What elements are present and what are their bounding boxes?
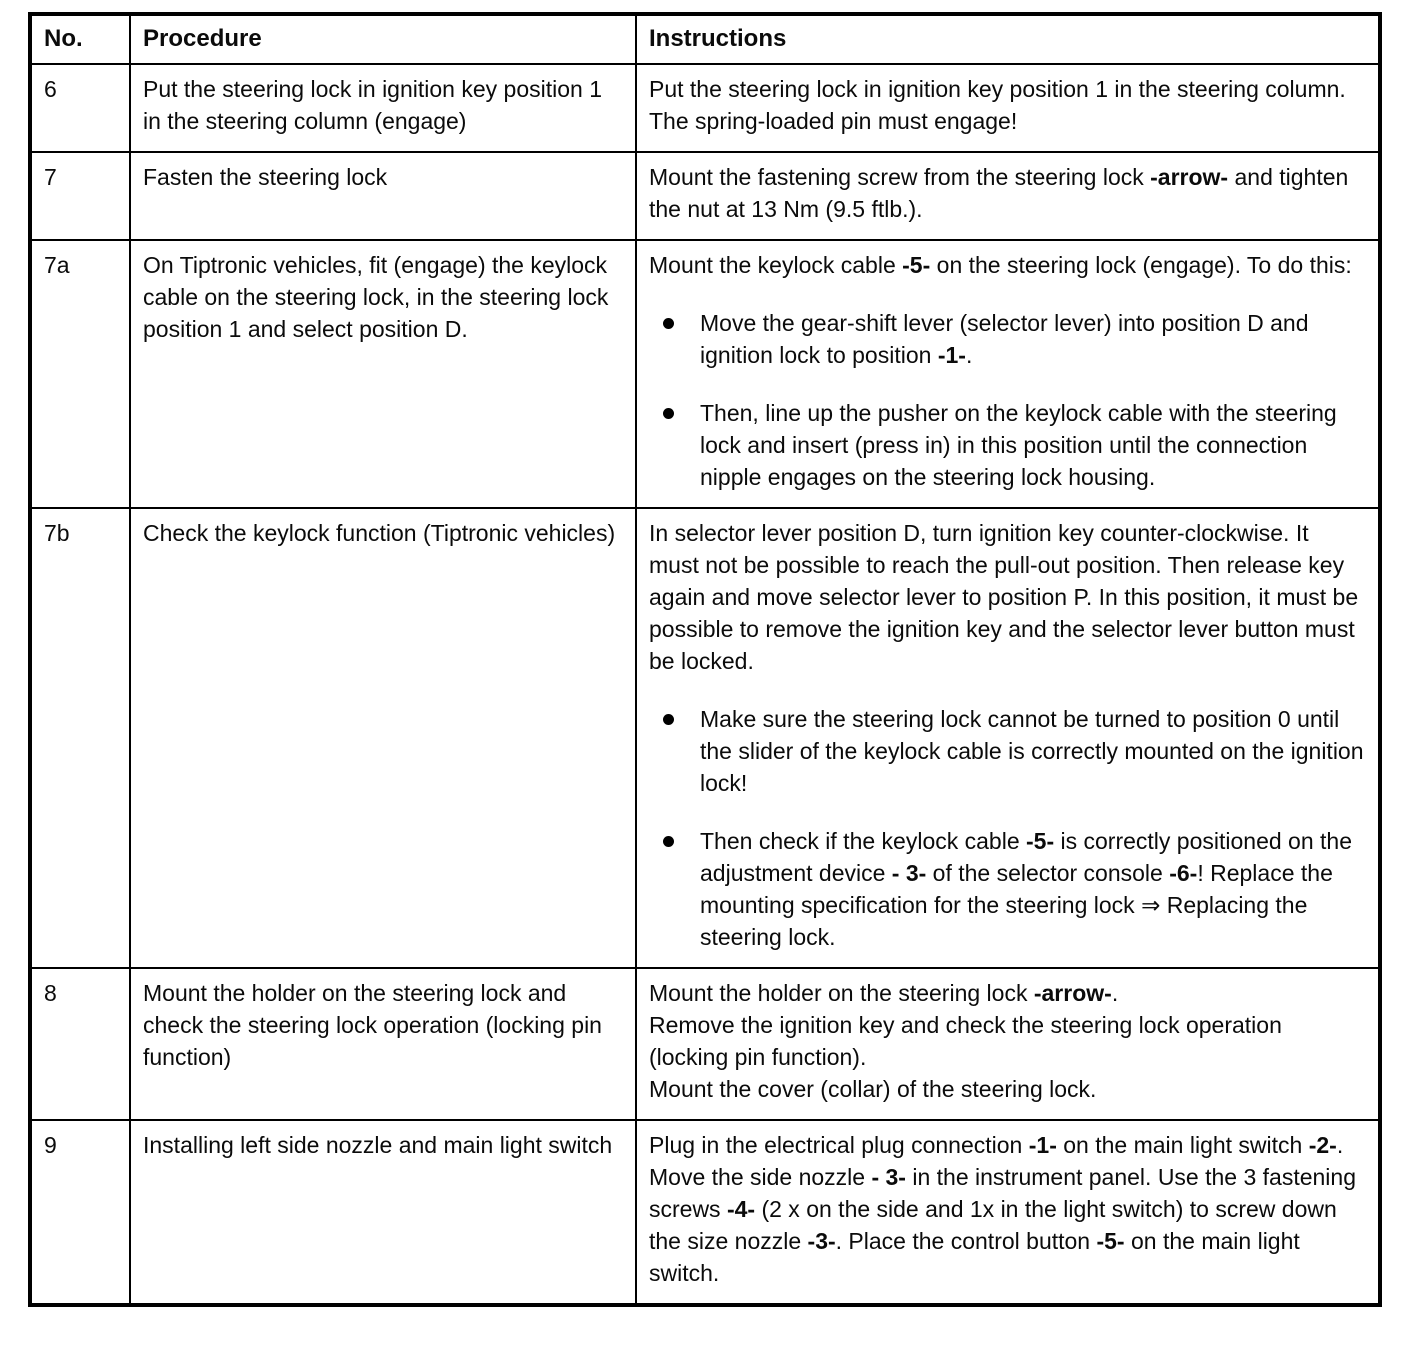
- cell-row-number: 8: [30, 968, 130, 1120]
- bullet-icon: [663, 836, 674, 847]
- cell-procedure: Check the keylock function (Tiptronic vehicles): [130, 508, 636, 968]
- table-row: [30, 1120, 1380, 1305]
- table-row: [30, 64, 1380, 152]
- cell-instructions: [636, 240, 1380, 508]
- cell-instructions: [636, 508, 1380, 968]
- table-row: [30, 508, 1380, 968]
- cell-row-number: 7: [30, 152, 130, 240]
- bullet-icon: [663, 318, 674, 329]
- table-row: [30, 152, 1380, 240]
- cell-row-number: 6: [30, 64, 130, 152]
- bullet-text: Then check if the keylock cable -5- is correctly positioned on the adjustment device - 3- of the selector console -6-! Replace the mounting specification for the steering lock ⇒ Replacing the steering lock.: [700, 828, 1353, 950]
- bullet-item: [649, 703, 1364, 799]
- bullet-icon: [663, 714, 674, 725]
- instruction-paragraph: Plug in the electrical plug connection -1- on the main light switch -2-.: [649, 1132, 1344, 1158]
- cell-procedure: On Tiptronic vehicles, fit (engage) the keylock cable on the steering lock, in the steering lock position 1 and select position D.: [130, 240, 636, 508]
- bullet-item: [649, 397, 1364, 493]
- instruction-paragraph: Mount the cover (collar) of the steering lock.: [649, 1076, 1097, 1102]
- header-instructions: Instructions: [636, 14, 1380, 64]
- cell-instructions: [636, 64, 1380, 152]
- instruction-paragraph: Move the side nozzle - 3- in the instrument panel. Use the 3 fastening screws -4- (2 x on the side and 1x in the light switch) to screw down the size nozzle -3-. Place the control button -5- on the main light switch.: [649, 1164, 1357, 1286]
- cell-procedure: Fasten the steering lock: [130, 152, 636, 240]
- instruction-paragraph: Mount the holder on the steering lock -arrow-.: [649, 980, 1119, 1006]
- instruction-paragraph: Mount the keylock cable -5- on the steering lock (engage). To do this:: [649, 252, 1352, 278]
- cell-instructions: [636, 968, 1380, 1120]
- cell-procedure: Installing left side nozzle and main light switch: [130, 1120, 636, 1305]
- cell-procedure: Mount the holder on the steering lock and check the steering lock operation (locking pin function): [130, 968, 636, 1120]
- bullet-text: Move the gear-shift lever (selector lever) into position D and ignition lock to position -1-.: [700, 310, 1309, 368]
- instruction-paragraph: Put the steering lock in ignition key position 1 in the steering column. The spring-loaded pin must engage!: [649, 76, 1346, 134]
- cell-row-number: 7a: [30, 240, 130, 508]
- cell-row-number: 9: [30, 1120, 130, 1305]
- cell-row-number: 7b: [30, 508, 130, 968]
- cell-procedure: Put the steering lock in ignition key position 1 in the steering column (engage): [130, 64, 636, 152]
- instruction-paragraph: Remove the ignition key and check the steering lock operation (locking pin function).: [649, 1012, 1282, 1070]
- instruction-paragraph: In selector lever position D, turn ignition key counter-clockwise. It must not be possible to reach the pull-out position. Then release key again and move selector lever to position P. In this position, it must be possible to remove the ignition key and the selector lever button must be locked.: [649, 520, 1359, 674]
- instruction-paragraph: Mount the fastening screw from the steering lock -arrow- and tighten the nut at 13 Nm (9.5 ftlb.).: [649, 164, 1349, 222]
- header-procedure: Procedure: [130, 14, 636, 64]
- procedure-table: [28, 12, 1382, 1307]
- header-no: No.: [30, 14, 130, 64]
- table-row: [30, 240, 1380, 508]
- cell-instructions: [636, 152, 1380, 240]
- bullet-text: Make sure the steering lock cannot be turned to position 0 until the slider of the keylock cable is correctly mounted on the ignition lock!: [700, 706, 1364, 796]
- bullet-item: [649, 825, 1364, 953]
- table-row: [30, 968, 1380, 1120]
- bullet-text: Then, line up the pusher on the keylock cable with the steering lock and insert (press in) in this position until the connection nipple engages on the steering lock housing.: [700, 400, 1337, 490]
- header-row: [30, 14, 1380, 64]
- cell-instructions: [636, 1120, 1380, 1305]
- bullet-icon: [663, 408, 674, 419]
- table-body: [30, 64, 1380, 1305]
- bullet-item: [649, 307, 1364, 371]
